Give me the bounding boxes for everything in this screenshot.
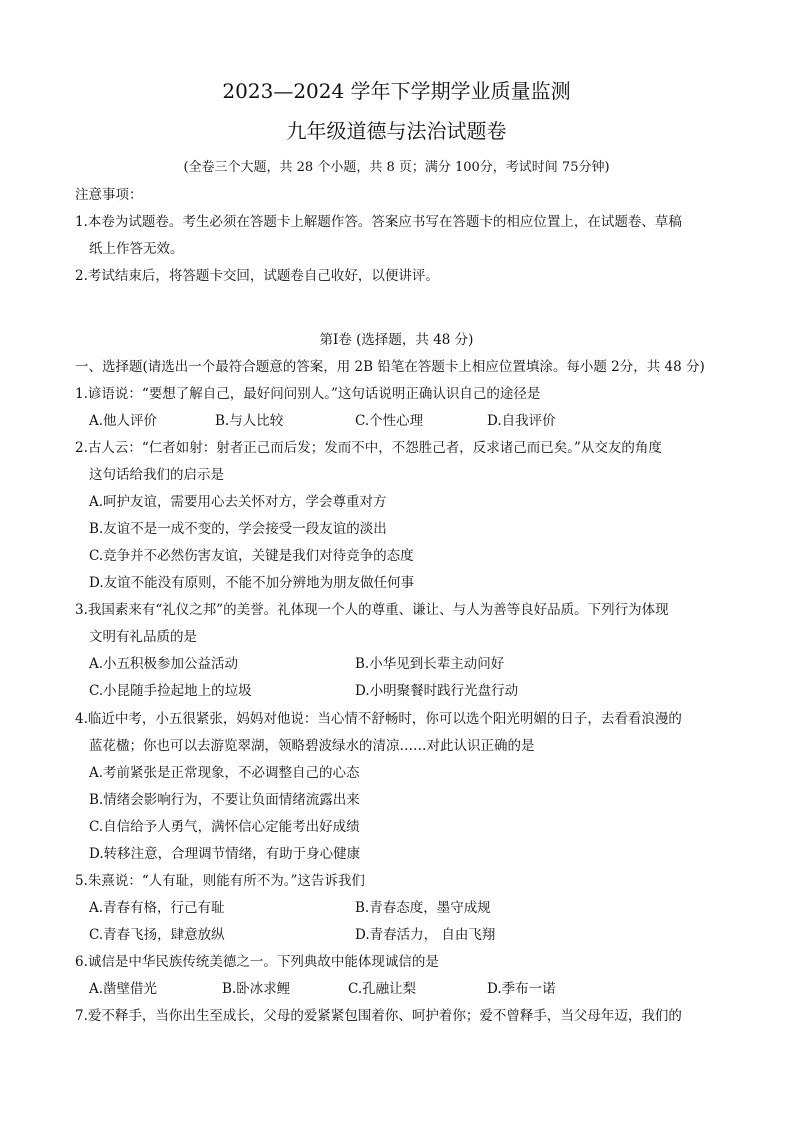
exam-info: (全卷三个大题，共 28 个小题，共 8 页；满分 100分，考试时间 75分钟): [183, 160, 610, 175]
question-3-option-d: D.小明聚餐时践行光盘行动: [355, 683, 519, 699]
question-1-option-a: A.他人评价: [89, 413, 158, 429]
notice-heading: 注意事项：: [75, 187, 143, 203]
question-4-stem-line-2: 蓝花楹；你也可以去游览翠湖，领略碧波绿水的清凉……对此认识正确的是: [89, 738, 535, 754]
question-3-stem-line-1: 3.我国素来有“礼仪之邦”的美誉。礼体现一个人的尊重、谦让、与人为善等良好品质。下列行为体现: [75, 602, 669, 618]
question-2-stem-line-1: 2.古人云：“仁者如射：射者正己而后发；发而不中，不怨胜己者，反求诸己而已矣。”从交友的角度: [75, 440, 662, 456]
notice-item-1-line-1: 1.本卷为试题卷。考生必须在答题卡上解题作答。答案应书写在答题卡的相应位置上，在试题卷、草稿: [75, 214, 682, 230]
question-2-option-a: A.呵护友谊，需要用心去关怀对方，学会尊重对方: [89, 494, 387, 510]
question-2-option-d: D.友谊不能没有原则，不能不加分辨地为朋友做任何事: [89, 575, 415, 591]
question-2-option-c: C.竞争并不必然伤害友谊，关键是我们对待竞争的态度: [89, 548, 414, 564]
question-6-option-a: A.凿壁借光: [89, 981, 158, 997]
question-4-option-c: C.自信给予人勇气，满怀信心定能考出好成绩: [89, 819, 360, 835]
question-3-option-c: C.小昆随手捡起地上的垃圾: [89, 683, 252, 699]
part1-instruction: 一、选择题(请选出一个最符合题意的答案，用 2B 铅笔在答题卡上相应位置填涂。每小题 2分，共 48 分): [75, 359, 705, 375]
question-6-stem: 6.诚信是中华民族传统美德之一。下列典故中能体现诚信的是: [75, 954, 439, 970]
question-4-option-a: A.考前紧张是正常现象，不必调整自己的心态: [89, 765, 360, 781]
question-3-stem-line-2: 文明有礼品质的是: [89, 629, 197, 645]
part1-heading: 第Ⅰ卷 (选择题，共 48 分): [319, 332, 474, 348]
exam-title: 2023—2024 学年下学期学业质量监测: [222, 79, 571, 103]
question-5-option-b: B.青春态度，墨守成规: [355, 900, 491, 916]
question-1-option-b: B.与人比较: [215, 413, 284, 429]
question-2-stem-line-2: 这句话给我们的启示是: [89, 467, 224, 483]
question-5-option-d: D.青春活力， 自由飞翔: [355, 927, 496, 943]
question-6-option-b: B.卧冰求鲤: [222, 981, 291, 997]
question-3-option-a: A.小五积极参加公益活动: [89, 656, 239, 672]
question-6-option-d: D.季布一诺: [487, 981, 556, 997]
notice-item-2: 2.考试结束后，将答题卡交回，试题卷自己收好，以便讲评。: [75, 268, 439, 284]
question-5-option-c: C.青春飞扬，肆意放纵: [89, 927, 225, 943]
notice-item-1-line-2: 纸上作答无效。: [89, 241, 184, 257]
question-1-option-c: C.个性心理: [355, 413, 424, 429]
question-6-option-c: C.孔融让梨: [348, 981, 417, 997]
exam-subtitle: 九年级道德与法治试题卷: [286, 119, 507, 143]
question-1-stem: 1.谚语说：“要想了解自己，最好问问别人。”这句话说明正确认识自己的途径是: [75, 386, 541, 402]
question-4-option-b: B.情绪会影响行为，不要让负面情绪流露出来: [89, 792, 360, 808]
question-4-option-d: D.转移注意，合理调节情绪，有助于身心健康: [89, 846, 361, 862]
question-3-option-b: B.小华见到长辈主动问好: [355, 656, 505, 672]
question-7-stem-line-1: 7.爱不释手，当你出生至成长，父母的爱紧紧包围着你、呵护着你；爱不曾释手，当父母年迈，我们的: [75, 1008, 682, 1024]
question-5-option-a: A.青春有格，行己有耻: [89, 900, 225, 916]
question-4-stem-line-1: 4.临近中考，小五很紧张，妈妈对他说：当心情不舒畅时，你可以选个阳光明媚的日子，去看看浪漫的: [75, 711, 682, 727]
question-1-option-d: D.自我评价: [487, 413, 556, 429]
question-2-option-b: B.友谊不是一成不变的，学会接受一段友谊的淡出: [89, 521, 387, 537]
question-5-stem: 5.朱熹说：“人有耻，则能有所不为。”这告诉我们: [75, 873, 365, 889]
